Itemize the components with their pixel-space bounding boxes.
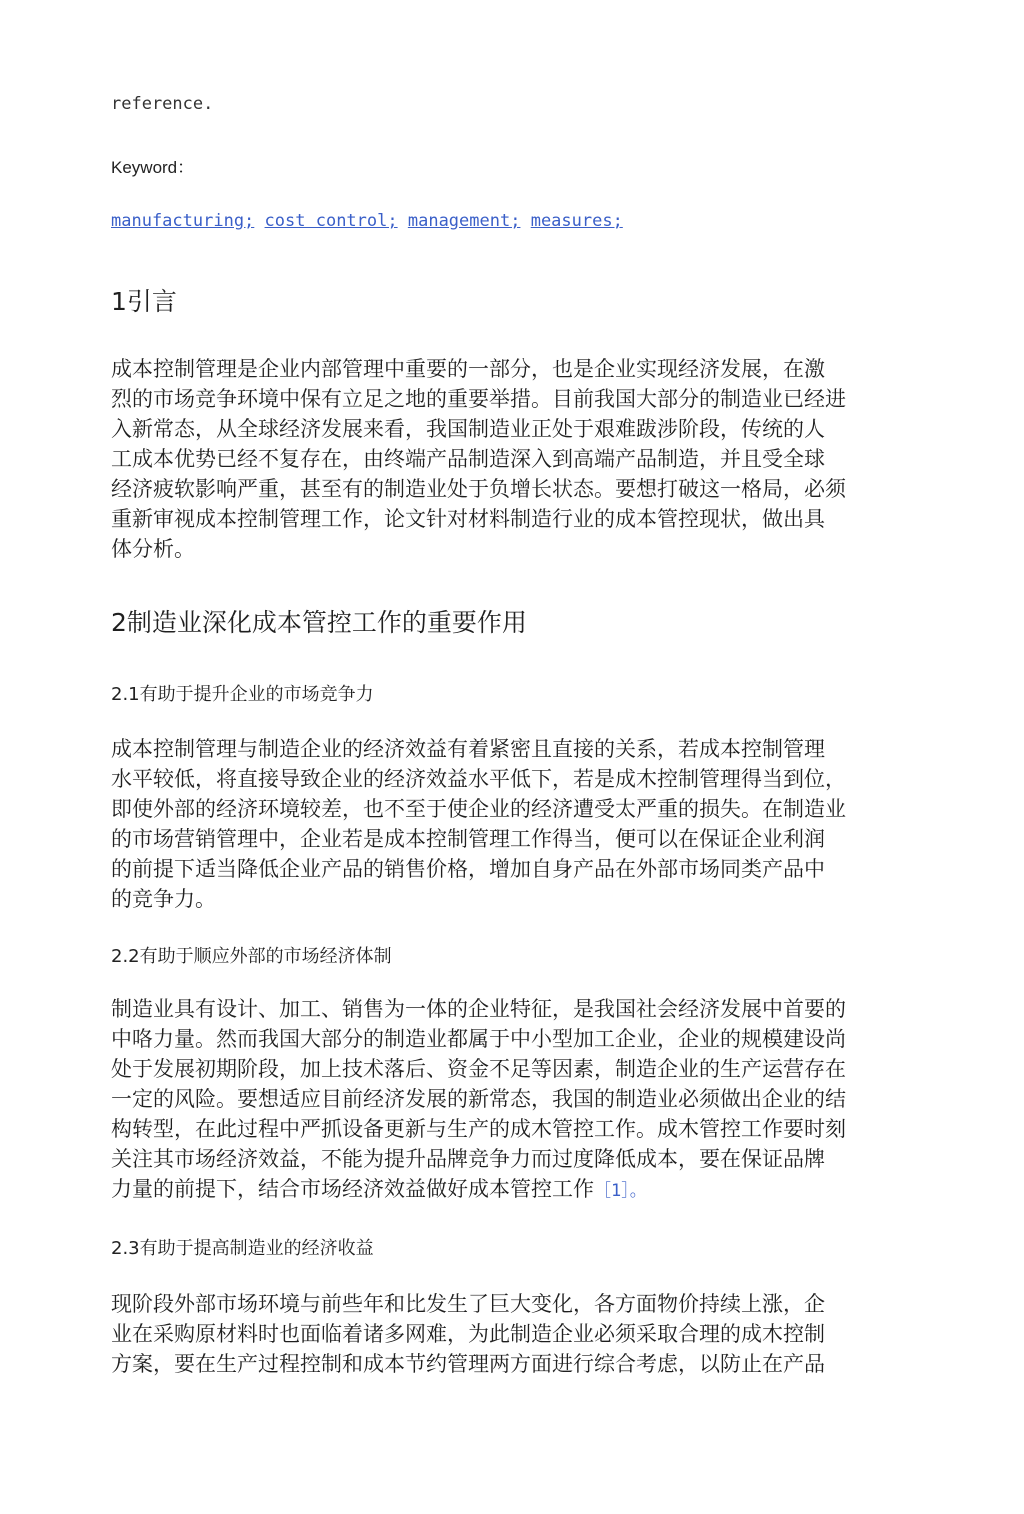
paragraph-line: 水平较低，将直接导致企业的经济效益水平低下，若是成木控制管理得当到位， [111, 767, 846, 791]
keyword-link-management[interactable]: management; [407, 211, 521, 231]
paragraph-line: 关注其市场经济效益，不能为提升品牌竞争力而过度降低成本，要在保证品牌 [111, 1147, 825, 1171]
keyword-link-cost-control[interactable]: cost control; [264, 211, 398, 231]
paragraph-line: 工成本优势已经不复存在，由终端产品制造深入到高端产品制造，并且受全球 [111, 447, 825, 471]
section-2-3-paragraph [111, 1289, 901, 1379]
section-2-2-heading: 2.2有助于顺应外部的市场经济体制 [111, 946, 392, 967]
paragraph-line: 方案，要在生产过程控制和成本节约管理两方面进行综合考虑，以防止在产品 [111, 1352, 825, 1376]
paragraph-line: 即使外部的经济环境较差，也不至于使企业的经济遭受太严重的损失。在制造业 [111, 797, 846, 821]
section-2-1-paragraph [111, 734, 901, 914]
paragraph-line: 体分析。 [111, 537, 195, 561]
paragraph-line: 现阶段外部市场环境与前些年和比发生了巨大变化，各方面物价持续上涨，企 [111, 1292, 825, 1316]
paragraph-line: 重新审视成本控制管理工作，论文针对材料制造行业的成本管控现状，做出具 [111, 507, 825, 531]
paragraph-line: 烈的市场竞争环境中保有立足之地的重要举措。目前我国大部分的制造业已经进 [111, 387, 846, 411]
section-2-2-paragraph [111, 994, 901, 1206]
keyword-label: Keyword： [111, 158, 195, 177]
section-2-3-heading: 2.3有助于提高制造业的经济收益 [111, 1238, 374, 1259]
paragraph-line: 业在采购原材料时也面临着诸多网难，为此制造企业必须采取合理的成木控制 [111, 1322, 825, 1346]
paragraph-line: 成本控制管理与制造企业的经济效益有着紧密且直接的关系，若成本控制管理 [111, 737, 825, 761]
section-2-1-heading: 2.1有助于提升企业的市场竞争力 [111, 684, 374, 705]
paragraph-line: 经济疲软影响严重，甚至有的制造业处于负增长状态。要想打破这一格局，必须 [111, 477, 846, 501]
keyword-link-measures[interactable]: measures; [530, 211, 623, 231]
paragraph-text: 力量的前提下，结合市场经济效益做好成本管控工作 [111, 1177, 594, 1201]
paragraph-line: 构转型，在此过程中严抓设备更新与生产的成木管控工作。成木管控工作要时刻 [111, 1117, 846, 1141]
section-1-heading: 1引言 [111, 287, 177, 316]
paragraph-line: 一定的风险。要想适应目前经济发展的新常态，我国的制造业必须做出企业的结 [111, 1087, 846, 1111]
paragraph-line: 的市场营销管理中，企业若是成本控制管理工作得当，便可以在保证企业利润 [111, 827, 825, 851]
abstract-tail-text: reference. [111, 94, 214, 114]
paragraph-line: 中咯力量。然而我国大部分的制造业都属于中小型加工企业，企业的规模建设尚 [111, 1027, 846, 1051]
keyword-link-manufacturing[interactable]: manufacturing; [111, 211, 255, 231]
paragraph-line: 制造业具有设计、加工、销售为一体的企业特征，是我国社会经济发展中首要的 [111, 997, 846, 1021]
paragraph-line: 入新常态，从全球经济发展来看，我国制造业正处于艰难跋涉阶段，传统的人 [111, 417, 825, 441]
section-2-heading: 2制造业深化成本管控工作的重要作用 [111, 608, 527, 637]
paragraph-line: 的前提下适当降低企业产品的销售价格，增加自身产品在外部市场同类产品中 [111, 857, 825, 881]
paragraph-last-line [111, 1174, 901, 1206]
paragraph-line: 处于发展初期阶段，加上技术落后、资金不足等因素，制造企业的生产运营存在 [111, 1057, 846, 1081]
citation-link[interactable]: ［1］ [594, 1181, 630, 1201]
keyword-list [111, 211, 623, 231]
paragraph-line: 的竞争力。 [111, 887, 216, 911]
paragraph-line: 成本控制管理是企业内部管理中重要的一部分，也是企业实现经济发展，在激 [111, 357, 825, 381]
citation-period: 。 [629, 1181, 647, 1201]
section-1-paragraph [111, 354, 901, 564]
